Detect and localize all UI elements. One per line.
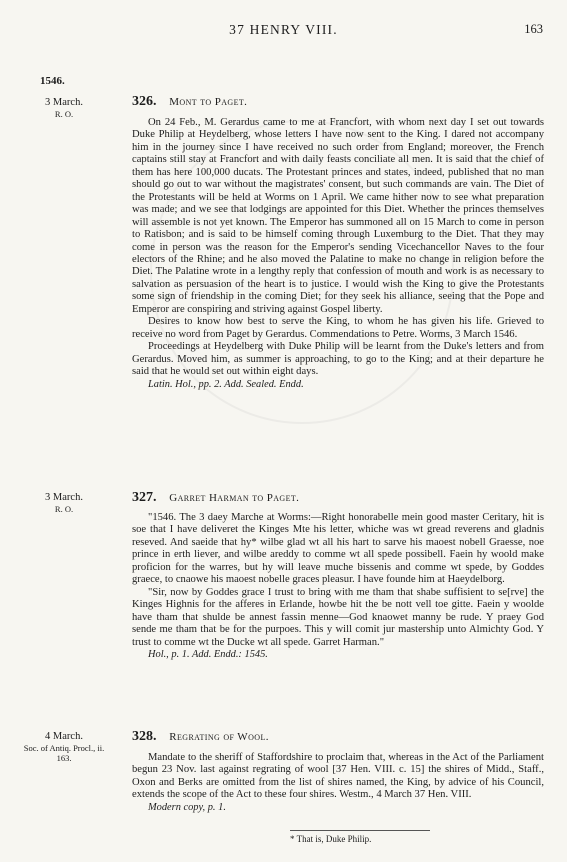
footnote: * That is, Duke Philip. [290, 834, 372, 844]
entry-327-body [132, 512, 544, 661]
entry-date: 3 March. [45, 492, 83, 503]
entry-326-margin [18, 96, 110, 119]
entry-327-margin [18, 491, 110, 514]
entry-328-heading [132, 729, 552, 745]
entry-328-body [132, 752, 544, 814]
entry-327-heading [132, 490, 552, 506]
entry-reference: Modern copy, p. 1. [148, 801, 226, 813]
page-header [0, 22, 567, 42]
entry-title: Garret Harman to Paget. [169, 492, 300, 504]
entry-326-body [132, 117, 544, 391]
entry-number: 327. [132, 490, 157, 505]
entry-date: 3 March. [45, 97, 83, 108]
entry-source: R. O. [54, 504, 74, 514]
entry-reference: Latin. Hol., pp. 2. Add. Sealed. Endd. [148, 378, 304, 390]
entry-source: Soc. of Antiq. Procl., ii. 163. [23, 743, 105, 763]
entry-328-margin [18, 730, 110, 763]
footnote-rule [290, 830, 430, 831]
entry-date: 4 March. [45, 731, 83, 742]
entry-number: 326. [132, 94, 157, 109]
paragraph: "Sir, now by Goddes grace I trust to bring with me tham that shabe suffisient to se[rve] the Kinges Highnis for the afferes in Erlande, howbe hit the be nott vell toe gitte. Faein y woolde have tham that shulde be annest fassin menne—God knaowet manny be rude. Y praey God sende me tham that be for the purpoes. This y will comit jur mastership unto Almichty God. Y trust to comme wt the Ducke wt all spede. Garret Harman." [132, 586, 544, 648]
entry-title: Regrating of Wool. [169, 731, 269, 743]
entry-326-heading [132, 94, 552, 110]
paragraph: On 24 Feb., M. Gerardus came to me at Francfort, with whom next day I set out towards Duke Philip at Heydelberg, whose letters I have now sent to the King. I dared not accompany him in the journey since I have received no such order from England; moreover, the French captains still stay at Francfort and with daily feasts conciliate all men. It is said that the chief of them has here 100,000 ducats. The Protestant princes and states, indeed, published that no man should go out to war without the magistrates' consent, but such commands are vain. The Diet of the Protestants will be held at Worms on 1 April. We came hither now to see what preparation was made; and we see that lodgings are appointed for this Diet. Whether the princes themselves will assemble is not yet known. The Emperor has summoned all on 15 March to come in person to Ratisbon; and is said to be himself coming through Luxemburg to the Diet. That they may come in person was the reason for the Emperor's sending Vicechancellor Naves to the four electors of the Rhine; and he also moved the Palatine to make no change in religion before the Diet. The Palatine wrote in a lengthy reply that confession of mouth and work is as necessary to salvation as persuasion of the heart is to justice. I would wish the King to give the Protestants some sign of friendship in the coming Diet; for they seek his alliance, seeing that the Pope and Emperor are conspiring and striving against Gospel liberty. [132, 117, 544, 315]
paragraph: Mandate to the sheriff of Staffordshire to proclaim that, whereas in the Act of the Parliament begun 23 Nov. last against regrating of wool [37 Hen. VIII. c. 15] the shires of Midd., Staff., Oxon and Berks are omitted from the list of shires named, the King, by advice of his Council, extends the scope of the Act to these four shires. Westm., 4 March 37 Hen. VIII. [132, 752, 544, 801]
margin-year: 1546. [40, 75, 65, 87]
paragraph: Proceedings at Heydelberg with Duke Philip will be learnt from the Duke's letters and from Gerardus. Moved him, as summer is approaching, to go to the King; and at their departure he said that he would set out within eight days. [132, 341, 544, 378]
entry-number: 328. [132, 729, 157, 744]
entry-reference: Hol., p. 1. Add. Endd.: 1545. [148, 648, 268, 660]
entry-source: R. O. [54, 109, 74, 119]
paragraph: Desires to know how best to serve the King, to whom he has given his life. Grieved to receive no word from Paget by Gerardus. Commendations to Petre. Worms, 3 March 1546. [132, 316, 544, 340]
paragraph: "1546. The 3 daey Marche at Worms:—Right honorabelle mein good master Ceritary, hit is soe that I have deliveret the Kinges Mte his letter, whiche was wt gread reverens and gladnis reseved. And saeide that hy* wilbe glad wt all his hart to sarve his maoest nobell Graesse, noe prince in erth liever, and wilbe areddy to comme wt all spede possibell. Faein hy woold make proficion for the warres, but hy will leave muche bissenis and comme wt spede, by Goddes graece, to cnaowe his maoest nobelle graces pleasur. I have founde him at Haeydelborg. [132, 512, 544, 586]
running-head: 37 HENRY VIII. [229, 22, 338, 37]
entry-title: Mont to Paget. [169, 96, 248, 108]
page-number: 163 [524, 22, 543, 36]
